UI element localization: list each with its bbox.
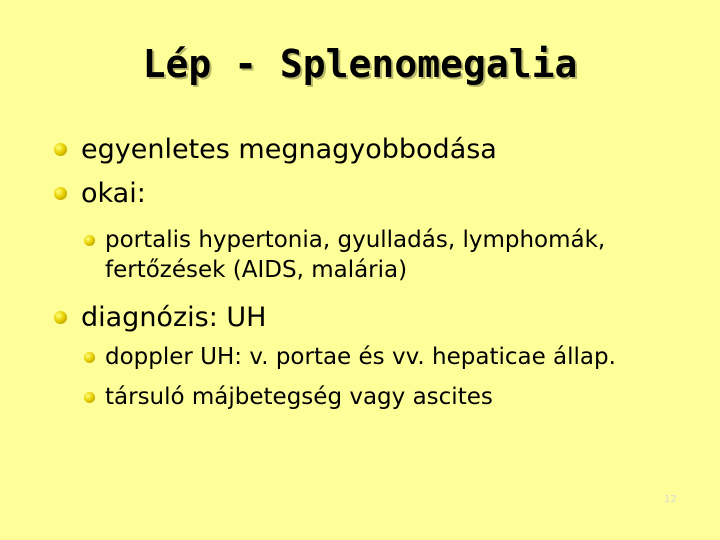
bullet-text: egyenletes megnagyobbodása [81,134,497,165]
sub-bullet-text: portalis hypertonia, gyulladás, lymphomák, [105,227,606,253]
sub-bullet-item [84,384,493,410]
page-number: 12 [664,494,677,505]
bullet-item [54,134,497,165]
bullet-text: okai: [81,178,146,209]
sub-bullet-continuation [105,257,407,283]
bullet-dot-icon [84,392,95,403]
bullet-item [54,178,146,209]
slide-title: Lép - Splenomegalia [142,42,578,86]
bullet-dot-icon [84,235,95,246]
sub-bullet-text: társuló májbetegség vagy ascites [105,384,493,410]
sub-bullet-text: doppler UH: v. portae és vv. hepaticae állap. [105,344,616,370]
sub-bullet-item [84,227,605,253]
bullet-dot-icon [84,352,95,363]
bullet-dot-icon [54,187,67,200]
bullet-dot-icon [54,311,67,324]
sub-bullet-text: fertőzések (AIDS, malária) [105,257,408,283]
bullet-text: diagnózis: UH [81,302,267,333]
bullet-dot-icon [54,143,67,156]
bullet-item [54,302,266,333]
sub-bullet-item [84,344,616,370]
